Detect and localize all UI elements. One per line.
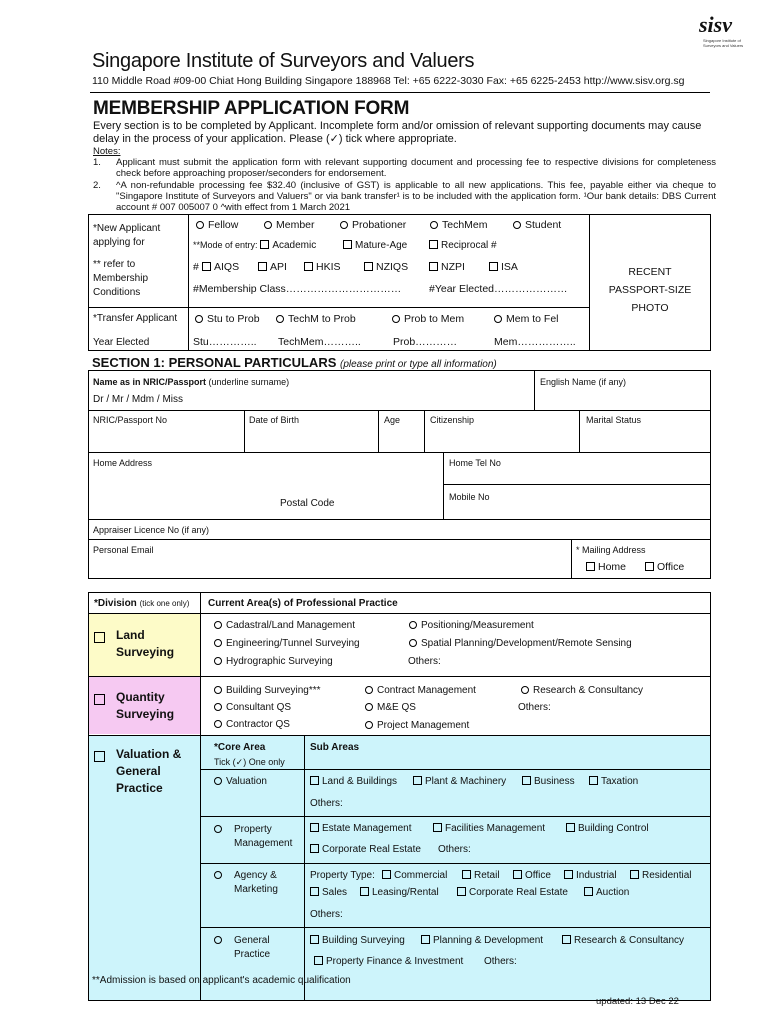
radio-icon xyxy=(365,686,373,694)
core-agency-marketing[interactable] xyxy=(214,870,226,881)
home-tel-label[interactable]: Home Tel No xyxy=(449,458,501,468)
pm-others[interactable]: Others: xyxy=(438,844,471,855)
membership-class-field[interactable]: #Membership Class…………………………… xyxy=(193,283,402,295)
opt-member[interactable]: Member xyxy=(264,219,315,231)
checkbox-icon[interactable] xyxy=(260,240,269,249)
am-sub2-0[interactable]: Sales xyxy=(310,887,347,898)
land-opt-4[interactable]: Spatial Planning/Development/Remote Sensing xyxy=(409,638,632,649)
am-sub-0[interactable]: Commercial xyxy=(382,870,447,881)
radio-icon xyxy=(430,221,438,229)
checkbox-icon xyxy=(360,887,369,896)
checkbox-icon xyxy=(562,935,571,944)
svg-text:sisv: sisv xyxy=(699,12,732,37)
radio-icon xyxy=(276,315,284,323)
checkbox-icon xyxy=(310,823,319,832)
qs-opt-0[interactable]: Building Surveying*** xyxy=(214,685,321,696)
val-sub-0[interactable]: Land & Buildings xyxy=(310,776,397,787)
checkbox-icon xyxy=(94,632,105,643)
land-others[interactable]: Others: xyxy=(408,656,441,667)
radio-icon xyxy=(409,621,417,629)
current-area-label: Current Area(s) of Professional Practice xyxy=(208,598,398,609)
radio-icon xyxy=(409,639,417,647)
checkbox-icon xyxy=(310,935,319,944)
postal-code-label[interactable]: Postal Code xyxy=(280,498,335,509)
core-am-label: Agency & Marketing xyxy=(234,870,278,895)
year-techmem-field[interactable]: TechMem……….. xyxy=(278,336,361,348)
citizenship-label[interactable]: Citizenship xyxy=(430,415,475,425)
mode-label: **Mode of entry: xyxy=(193,240,258,250)
am-sub2-2[interactable]: Corporate Real Estate xyxy=(457,887,568,898)
checkbox-icon xyxy=(429,240,438,249)
applying-label: *New Applicant applying for xyxy=(93,223,161,248)
land-opt-2[interactable]: Hydrographic Surveying xyxy=(214,656,333,667)
mode-mature[interactable]: Mature-Age xyxy=(343,240,407,251)
note-2: 2. ^A non-refundable processing fee $32.40 (inclusive of GST) is applicable to all new applications. This fee, payable either via cheque to "Singapore Institute of Surveyors and Valuers" or via bank transfer¹ is to be included with the application form. ¹Our bank details: DBS Current account # 007 005007 0 ^with effect from 1 March 2021 xyxy=(93,180,716,213)
hash-label: # xyxy=(193,261,199,273)
home-address-label[interactable]: Home Address xyxy=(93,458,153,468)
radio-icon xyxy=(196,221,204,229)
gp-others[interactable]: Others: xyxy=(484,956,517,967)
opt-student[interactable]: Student xyxy=(513,219,561,231)
radio-icon xyxy=(392,315,400,323)
radio-icon xyxy=(214,777,222,785)
am-sub-3[interactable]: Industrial xyxy=(564,870,617,881)
mailing-home[interactable]: Home xyxy=(586,561,626,573)
section1-subtitle: (please print or type all information) xyxy=(340,359,497,370)
checkbox-icon xyxy=(310,776,319,785)
transfer-mem-fel[interactable]: Mem to Fel xyxy=(494,313,559,325)
qs-opt-5[interactable]: Project Management xyxy=(365,720,469,731)
org-address: 110 Middle Road #09-00 Chiat Hong Building Singapore 188968 Tel: +65 6222-3030 Fax: +65 6225-2453 http://www.sisv.org.sg xyxy=(92,75,685,87)
checkbox-icon xyxy=(304,262,313,271)
admission-note: **Admission is based on applicant's academic qualification xyxy=(92,975,351,986)
mode-academic: Academic xyxy=(272,240,317,251)
checkbox-icon xyxy=(258,262,267,271)
am-sub-1[interactable]: Retail xyxy=(462,870,500,881)
radio-icon xyxy=(214,720,222,728)
checkbox-icon xyxy=(343,240,352,249)
radio-icon xyxy=(214,686,222,694)
land-opt-1[interactable]: Engineering/Tunnel Surveying xyxy=(214,638,360,649)
core-area-hint: Tick (✓) One only xyxy=(214,757,285,767)
marital-label[interactable]: Marital Status xyxy=(586,415,642,425)
updated-date: updated: 13 Dec 22 xyxy=(596,996,679,1007)
core-general-practice[interactable] xyxy=(214,935,226,946)
qs-opt-1[interactable]: Consultant QS xyxy=(214,702,291,713)
pm-sub-0[interactable]: Estate Management xyxy=(310,823,412,834)
opt-fellow[interactable]: Fellow xyxy=(196,219,238,231)
checkbox-icon xyxy=(584,887,593,896)
dob-label[interactable]: Date of Birth xyxy=(249,415,300,425)
val-others[interactable]: Others: xyxy=(310,798,343,809)
recip-isa[interactable]: ISA xyxy=(489,261,518,273)
checkbox-icon xyxy=(421,935,430,944)
checkbox-icon xyxy=(645,562,654,571)
section1-title: SECTION 1: PERSONAL PARTICULARS (please print or type all information) xyxy=(92,355,497,370)
photo-placeholder[interactable]: RECENT PASSPORT-SIZE PHOTO xyxy=(608,266,692,314)
recip-api[interactable]: API xyxy=(258,261,287,273)
svg-text:Surveyors and Valuers: Surveyors and Valuers xyxy=(703,43,744,48)
core-pm-label: Property Management xyxy=(234,824,293,849)
checkbox-icon xyxy=(630,870,639,879)
checkbox-icon xyxy=(462,870,471,879)
core-property-management[interactable] xyxy=(214,824,226,835)
mobile-label[interactable]: Mobile No xyxy=(449,492,490,502)
land-surveying-title: Land Surveying xyxy=(116,628,175,659)
land-opt-3[interactable]: Positioning/Measurement xyxy=(409,620,534,631)
checkbox-icon xyxy=(314,956,323,965)
appraiser-label[interactable]: Appraiser Licence No (if any) xyxy=(93,525,210,535)
radio-icon xyxy=(513,221,521,229)
radio-icon xyxy=(214,639,222,647)
pm-sub-2[interactable]: Building Control xyxy=(566,823,649,834)
transfer-techm-prob[interactable]: TechM to Prob xyxy=(276,313,356,325)
core-valuation[interactable]: Valuation xyxy=(214,776,267,787)
checkbox-icon xyxy=(202,262,211,271)
checkbox-icon xyxy=(513,870,522,879)
val-sub-2[interactable]: Business xyxy=(522,776,575,787)
year-stu-field[interactable]: Stu………….. xyxy=(193,336,257,348)
radio-icon xyxy=(521,686,529,694)
land-checkbox[interactable] xyxy=(94,629,105,647)
am-sub-2[interactable]: Office xyxy=(513,870,551,881)
core-area-label: *Core Area xyxy=(214,742,266,753)
quantity-checkbox[interactable] xyxy=(94,691,105,709)
form-title: MEMBERSHIP APPLICATION FORM xyxy=(93,98,410,119)
gp-sub-1[interactable]: Planning & Development xyxy=(421,935,543,946)
am-others[interactable]: Others: xyxy=(310,909,343,920)
salutation: Dr / Mr / Mdm / Miss xyxy=(93,394,183,405)
checkbox-icon xyxy=(413,776,422,785)
qs-others[interactable]: Others: xyxy=(518,702,551,713)
year-prob-field[interactable]: Prob………… xyxy=(393,336,458,348)
transfer-stu-prob[interactable]: Stu to Prob xyxy=(195,313,260,325)
transfer-label: *Transfer Applicant xyxy=(93,313,178,324)
header-divider xyxy=(90,92,710,93)
checkbox-icon xyxy=(586,562,595,571)
qs-opt-3[interactable]: Contract Management xyxy=(365,685,476,696)
year-mem-field[interactable]: Mem…………….. xyxy=(494,336,576,348)
quantity-surveying-title: Quantity Surveying xyxy=(116,690,175,721)
radio-icon xyxy=(214,657,222,665)
mailing-label: * Mailing Address xyxy=(576,545,646,555)
pm-sub-1[interactable]: Facilities Management xyxy=(433,823,545,834)
checkbox-icon xyxy=(382,870,391,879)
valuation-checkbox[interactable] xyxy=(94,748,105,766)
gp-sub-3[interactable]: Property Finance & Investment xyxy=(314,956,463,967)
val-sub-3[interactable]: Taxation xyxy=(589,776,638,787)
checkbox-icon xyxy=(310,844,319,853)
qs-opt-4[interactable]: M&E QS xyxy=(365,702,416,713)
name-label[interactable]: Name as in NRIC/Passport (underline surname) xyxy=(93,377,290,387)
checkbox-icon xyxy=(489,262,498,271)
checkbox-icon xyxy=(364,262,373,271)
checkbox-icon xyxy=(433,823,442,832)
recip-hkis[interactable]: HKIS xyxy=(304,261,341,273)
qs-opt-2[interactable]: Contractor QS xyxy=(214,719,290,730)
year-elected-label: Year Elected xyxy=(93,337,150,348)
radio-icon xyxy=(214,871,222,879)
checkbox-icon xyxy=(566,823,575,832)
refer-label: ** refer to Membership Conditions xyxy=(93,259,149,298)
mode-reciprocal[interactable]: Reciprocal # xyxy=(429,240,497,251)
checkbox-icon xyxy=(94,751,105,762)
radio-icon xyxy=(214,621,222,629)
radio-icon xyxy=(214,936,222,944)
checkbox-icon xyxy=(310,887,319,896)
form-intro: Every section is to be completed by Applicant. Incomplete form and/or omission of relevant supporting documents may cause delay in the process of your application. Please (✓) tick where appropriate. xyxy=(93,120,702,145)
nric-label[interactable]: NRIC/Passport No xyxy=(93,415,168,425)
radio-icon xyxy=(195,315,203,323)
transfer-prob-mem[interactable]: Prob to Mem xyxy=(392,313,464,325)
mailing-office[interactable]: Office xyxy=(645,561,684,573)
opt-techmem[interactable]: TechMem xyxy=(430,219,488,231)
english-name-label[interactable]: English Name (if any) xyxy=(540,377,627,387)
am-sub2-3[interactable]: Auction xyxy=(584,887,629,898)
valuation-title: Valuation & General Practice xyxy=(116,747,182,795)
age-label[interactable]: Age xyxy=(384,415,401,425)
am-sub-4[interactable]: Residential xyxy=(630,870,691,881)
radio-icon xyxy=(494,315,502,323)
gp-sub-2[interactable]: Research & Consultancy xyxy=(562,935,684,946)
recip-nzpi[interactable]: NZPI xyxy=(429,261,465,273)
checkbox-icon xyxy=(94,694,105,705)
notes-label: Notes: xyxy=(93,146,121,157)
radio-icon xyxy=(365,721,373,729)
radio-icon xyxy=(214,703,222,711)
property-type-label: Property Type: xyxy=(310,870,375,881)
radio-icon xyxy=(214,825,222,833)
year-elected-hash-field[interactable]: #Year Elected………………… xyxy=(429,283,568,295)
sisv-logo xyxy=(695,10,755,52)
sub-areas-label: Sub Areas xyxy=(310,742,360,753)
land-opt-0[interactable]: Cadastral/Land Management xyxy=(214,620,355,631)
recip-nziqs[interactable]: NZIQS xyxy=(364,261,408,273)
checkbox-icon xyxy=(457,887,466,896)
gp-sub-0[interactable]: Building Surveying xyxy=(310,935,405,946)
checkbox-icon xyxy=(522,776,531,785)
val-sub-1[interactable]: Plant & Machinery xyxy=(413,776,506,787)
svg-text:Singapore Institute of: Singapore Institute of xyxy=(703,38,741,43)
core-gp-label: General Practice xyxy=(234,935,271,960)
pm-sub-3[interactable]: Corporate Real Estate xyxy=(310,844,421,855)
email-label[interactable]: Personal Email xyxy=(93,545,154,555)
checkbox-icon xyxy=(589,776,598,785)
recip-aiqs[interactable]: AIQS xyxy=(202,261,239,273)
radio-icon xyxy=(365,703,373,711)
qs-opt-6[interactable]: Research & Consultancy xyxy=(521,685,643,696)
opt-probationer[interactable]: Probationer xyxy=(340,219,406,231)
checkbox-icon xyxy=(564,870,573,879)
org-name: Singapore Institute of Surveyors and Valuers xyxy=(92,50,475,72)
note-1: 1. Applicant must submit the application form with relevant supporting document and processing fee to respective divisions for completeness check before approaching proposer/seconders for endorsement. xyxy=(93,157,716,179)
am-sub2-1[interactable]: Leasing/Rental xyxy=(360,887,439,898)
radio-icon xyxy=(264,221,272,229)
checkbox-icon xyxy=(429,262,438,271)
division-label: *Division (tick one only) xyxy=(94,598,190,609)
radio-icon xyxy=(340,221,348,229)
